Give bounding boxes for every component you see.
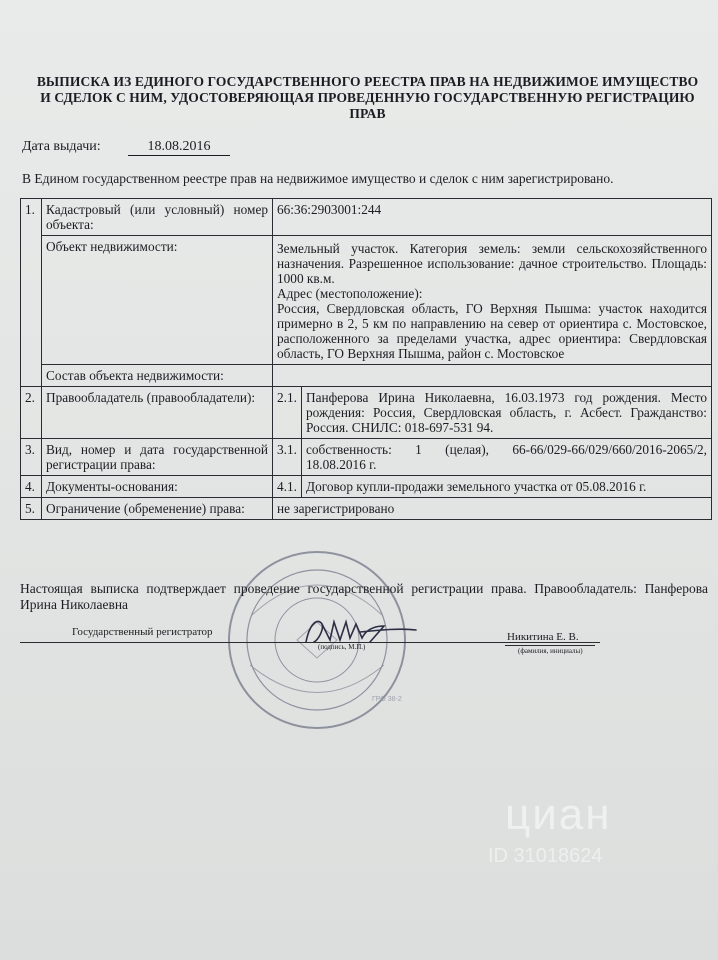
address-label: Адрес (местоположение): (277, 286, 423, 301)
document-title: ВЫПИСКА ИЗ ЕДИНОГО ГОСУДАРСТВЕННОГО РЕЕСТРА ПРАВ НА НЕДВИЖИМОЕ ИМУЩЕСТВО И СДЕЛОК С НИМ, УДОСТОВЕРЯЮЩАЯ ПРОВЕДЕННУЮ ГОСУДАРСТВЕННУЮ РЕГИСТРАЦИЮ ПРАВ (36, 74, 699, 121)
encumbrance-value: не зарегистрировано (273, 498, 712, 520)
object-value (273, 236, 712, 365)
signature-line (20, 642, 600, 643)
holder-value: Панферова Ирина Николаевна, 16.03.1973 год рождения. Место рождения: Россия, Свердловская область, г. Асбест. Гражданство: Россия. СНИЛС: 018-697-531 94. (302, 387, 712, 439)
encumbrance-label: Ограничение (обременение) права: (42, 498, 273, 520)
cadastral-label: Кадастровый (или условный) номер объекта: (42, 199, 273, 236)
row-number: 1. (21, 199, 42, 387)
object-description: Земельный участок. Категория земель: земли сельскохозяйственного назначения. Разрешенное использование: дачное строительство. Площадь: 1000 кв.м. (277, 241, 707, 286)
row-number: 2. (21, 387, 42, 439)
registrar-title: Государственный регистратор (72, 626, 213, 638)
object-label: Объект недвижимости: (42, 236, 273, 365)
cadastral-value: 66:36:2903001:244 (273, 199, 712, 236)
table-row (21, 365, 712, 387)
table-row (21, 387, 712, 439)
issue-date-value: 18.08.2016 (128, 139, 230, 156)
registrar-name: Никитина Е. В. (507, 631, 579, 643)
registration-label: Вид, номер и дата государственной регистрации права: (42, 439, 273, 476)
watermark-id: ID 31018624 (488, 845, 603, 867)
holder-label: Правообладатель (правообладатели): (42, 387, 273, 439)
intro-text: В Едином государственном реестре прав на недвижимое имущество и сделок с ним зарегистрировано. (22, 171, 614, 186)
table-row (21, 199, 712, 236)
table-row (21, 236, 712, 365)
row-number: 3. (21, 439, 42, 476)
basis-label: Документы-основания: (42, 476, 273, 498)
table-row (21, 439, 712, 476)
table-row (21, 476, 712, 498)
basis-value: Договор купли-продажи земельного участка от 05.08.2016 г. (302, 476, 712, 498)
svg-text:ГРО 38-2: ГРО 38-2 (372, 696, 402, 703)
row-number: 5. (21, 498, 42, 520)
composition-label: Состав объекта недвижимости: (42, 365, 273, 387)
row-number: 4. (21, 476, 42, 498)
registration-value: собственность: 1 (целая), 66-66/029-66/029/660/2016-2065/2, 18.08.2016 г. (302, 439, 712, 476)
confirmation-text: Настоящая выписка подтверждает проведение государственной регистрации права. Правообладатель: Панферова Ирина Николаевна (20, 581, 708, 612)
name-caption: (фамилия, инициалы) (518, 647, 583, 655)
watermark-brand: циан (505, 790, 612, 839)
sub-number: 4.1. (273, 476, 302, 498)
sub-number: 3.1. (273, 439, 302, 476)
table-row (21, 498, 712, 520)
signature-caption: (подпись, М.П.) (318, 643, 366, 651)
sub-number: 2.1. (273, 387, 302, 439)
issue-date-label: Дата выдачи: (22, 139, 101, 154)
address-value: Россия, Свердловская область, ГО Верхняя Пышма: участок находится примерно в 2, 5 км по направлению на север от ориентира с. Мостовское, расположенного за пределами участка, адрес ориентира: Свердловская область, ГО Верхняя Пышма, район с. Мостовское (277, 301, 707, 361)
composition-value (273, 365, 712, 387)
name-line (505, 645, 595, 646)
registry-table (20, 198, 712, 520)
